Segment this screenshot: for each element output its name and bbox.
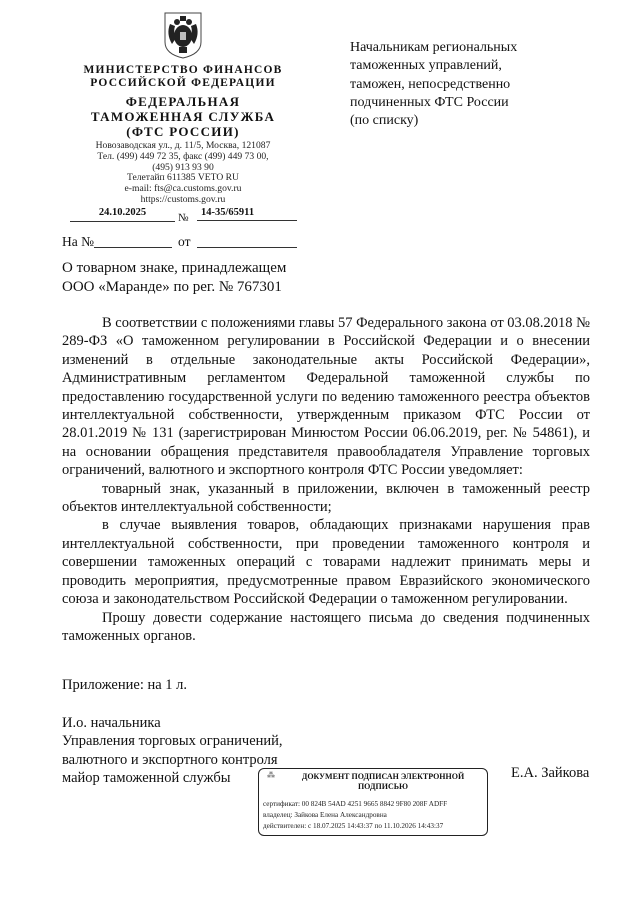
body-paragraph-request: Прошу довести содержание настоящего письма до сведения подчиненных таможенных органов. [62,609,590,644]
electronic-signature-stamp [258,768,488,836]
address-website[interactable]: https://customs.gov.ru [140,193,226,205]
addressee-line: Начальникам региональных [350,40,518,55]
document-number: 14-35/65911 [197,207,297,221]
addressee-line: (по списку) [350,113,419,129]
signer-line: валютного и экспортного контроля [62,751,278,768]
stamp-title [283,772,483,791]
emblem-icon: ⁂ [267,771,275,780]
ministry-line-1: МИНИСТЕРСТВО ФИНАНСОВ [83,64,283,76]
body-paragraph-measures: в случае выявления товаров, обладающих признаками нарушения прав интеллектуальной собственности, при проведении таможенного контроля и совершении таможенных операций с товарами надлежит принимать меры и проводить мероприятия, предусмотренные правом Евразийского экономического союза и законодательством Российской Федерации о таможенном регулировании. [62,517,590,608]
signer-line: И.о. начальника [62,715,161,731]
stamp-validity: действителен: с 18.07.2025 14:43:37 по 11.10.2026 14:43:37 [263,822,444,830]
body-paragraph-legal-basis: В соответствии с положениями главы 57 Федерального закона от 03.08.2018 № 289-ФЗ «О таможенном регулировании в Российской Федерации и о внесении изменений в отдельные законодательные акты Российской Федерации», Административным регламентом Федеральной таможенной службы по предоставлению государственной услуги по ведению таможенного реестра объектов интеллектуальной собственности, утвержденным приказом ФТС России от 28.01.2019 № 131 (зарегистрирован Минюстом России 06.06.2019, рег. № 54861), и на основании обращения представителя правообладателя Управление торговых ограничений, валютного и экспортного контроля ФТС России уведомляет: [62,315,591,479]
coat-of-arms-icon [162,10,204,60]
reference-number-label: На № [62,234,94,249]
addressee-line: таможенных управлений, [350,58,502,74]
stamp-certificate: сертификат: 00 824B 54AD 4251 9665 8842 9F80 208F ADFF [263,800,448,808]
stamp-title-line-2: ПОДПИСЬЮ [357,781,409,791]
letter-subject [62,259,286,296]
ministry-name [62,64,304,90]
stamp-title-line-1: ДОКУМЕНТ ПОДПИСАН ЭЛЕКТРОННОЙ [301,772,465,781]
subject-line-2: ООО «Маранде» по рег. № 767301 [62,278,282,295]
stamp-details [263,799,447,832]
signer-position [62,714,283,788]
contact-address [62,141,304,206]
address-email[interactable]: e-mail: fts@ca.customs.gov.ru [124,183,242,195]
signer-name: Е.А. Зайкова [511,765,590,781]
attachment-note: Приложение: на 1 л. [62,677,188,693]
document-date: 24.10.2025 [70,207,175,222]
letter-body [62,314,590,645]
addressee-block [350,39,517,130]
service-line-3: (ФТС РОССИИ) [126,124,240,139]
reference-date-label: от [178,234,191,249]
address-phone-2: (495) 913 93 90 [152,161,214,173]
reference-number-blank [94,247,172,248]
body-paragraph-registry: товарный знак, указанный в приложении, включен в таможенный реестр объектов интеллектуальной собственности; [62,480,590,516]
signer-line: Управления торговых ограничений, [62,733,283,750]
address-teletype: Телетайп 611385 VETO RU [127,172,239,184]
address-street: Новозаводская ул., д. 11/5, Москва, 121087 [95,140,271,151]
number-sign: № [178,212,189,224]
signer-line: майор таможенной службы [62,770,231,787]
addressee-line: подчиненных ФТС России [350,94,509,110]
reference-date-blank [197,247,297,248]
subject-line-1: О товарном знаке, принадлежащем [62,260,287,276]
addressee-line: таможен, непосредственно [350,76,511,92]
service-line-1: ФЕДЕРАЛЬНАЯ [125,94,241,109]
ministry-line-2: РОССИЙСКОЙ ФЕДЕРАЦИИ [90,77,276,89]
address-phone: Тел. (499) 449 72 35, факс (499) 449 73 00, [97,150,269,162]
service-line-2: ТАМОЖЕННАЯ СЛУЖБА [90,109,276,124]
service-name [62,94,304,139]
stamp-owner: владелец: Зайкова Елена Александровна [263,811,387,819]
